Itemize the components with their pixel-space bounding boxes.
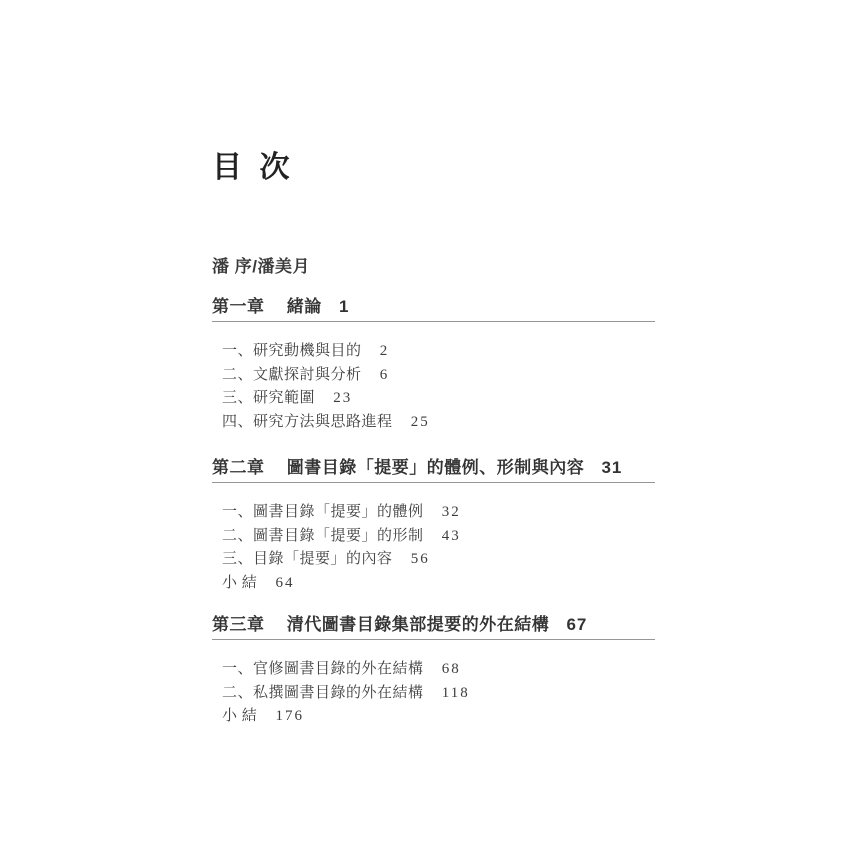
chapter-item-list <box>212 501 672 595</box>
item-page-number: 6 <box>379 366 390 383</box>
chapter-section-3 <box>212 615 672 729</box>
item-label: 三、研究範圍 <box>222 390 316 406</box>
toc-item <box>222 411 672 435</box>
item-page-number: 56 <box>410 551 430 567</box>
item-page-number: 68 <box>441 661 461 677</box>
item-page-number: 118 <box>441 684 470 701</box>
chapter-page-number: 67 <box>566 615 588 634</box>
item-label: 二、文獻探討與分析 <box>222 366 362 383</box>
toc-item <box>222 501 672 525</box>
toc-content <box>212 150 672 729</box>
item-page-number: 2 <box>379 343 390 359</box>
preface-entry: 潘 序/潘美月 <box>212 257 310 276</box>
chapter-section-2 <box>212 458 672 595</box>
chapter-page-number: 1 <box>338 297 350 316</box>
item-page-number: 32 <box>441 504 461 520</box>
toc-item <box>222 364 672 388</box>
page-title: 目 次 <box>212 151 291 184</box>
item-label: 一、官修圖書目錄的外在結構 <box>222 661 424 677</box>
chapter-heading <box>212 297 672 317</box>
chapter-item-list <box>212 340 672 434</box>
toc-item <box>222 387 672 411</box>
item-label: 二、私撰圖書目錄的外在結構 <box>222 684 424 701</box>
toc-item <box>222 525 672 549</box>
toc-item <box>222 682 672 706</box>
chapter-heading <box>212 458 672 478</box>
chapter-title: 緒論 <box>286 297 322 316</box>
item-page-number: 64 <box>275 574 295 591</box>
chapter-number: 第一章 <box>212 297 265 316</box>
chapter-title: 圖書目錄「提要」的體例、形制與內容 <box>286 458 585 477</box>
heading-divider <box>212 482 655 483</box>
item-label: 一、研究動機與目的 <box>222 343 362 359</box>
chapter-number: 第三章 <box>212 615 265 634</box>
toc-item <box>222 548 672 572</box>
item-label: 四、研究方法與思路進程 <box>222 413 393 430</box>
toc-item <box>222 572 672 596</box>
toc-item <box>222 705 672 729</box>
item-page-number: 25 <box>410 413 430 430</box>
item-label: 二、圖書目錄「提要」的形制 <box>222 527 424 544</box>
item-page-number: 176 <box>275 708 305 724</box>
item-label: 小 結 <box>222 708 258 724</box>
chapter-number: 第二章 <box>212 458 265 477</box>
item-page-number: 43 <box>441 527 461 544</box>
item-label: 一、圖書目錄「提要」的體例 <box>222 504 424 520</box>
item-page-number: 23 <box>333 390 353 406</box>
chapter-item-list <box>212 658 672 729</box>
toc-item <box>222 340 672 364</box>
chapter-page-number: 31 <box>601 458 623 477</box>
item-label: 三、目錄「提要」的內容 <box>222 551 393 567</box>
chapter-section-1 <box>212 297 672 434</box>
heading-divider <box>212 321 655 322</box>
heading-divider <box>212 639 655 640</box>
chapter-title: 清代圖書目錄集部提要的外在結構 <box>286 615 550 634</box>
item-label: 小 結 <box>222 574 258 591</box>
toc-item <box>222 658 672 682</box>
chapter-heading <box>212 615 672 635</box>
